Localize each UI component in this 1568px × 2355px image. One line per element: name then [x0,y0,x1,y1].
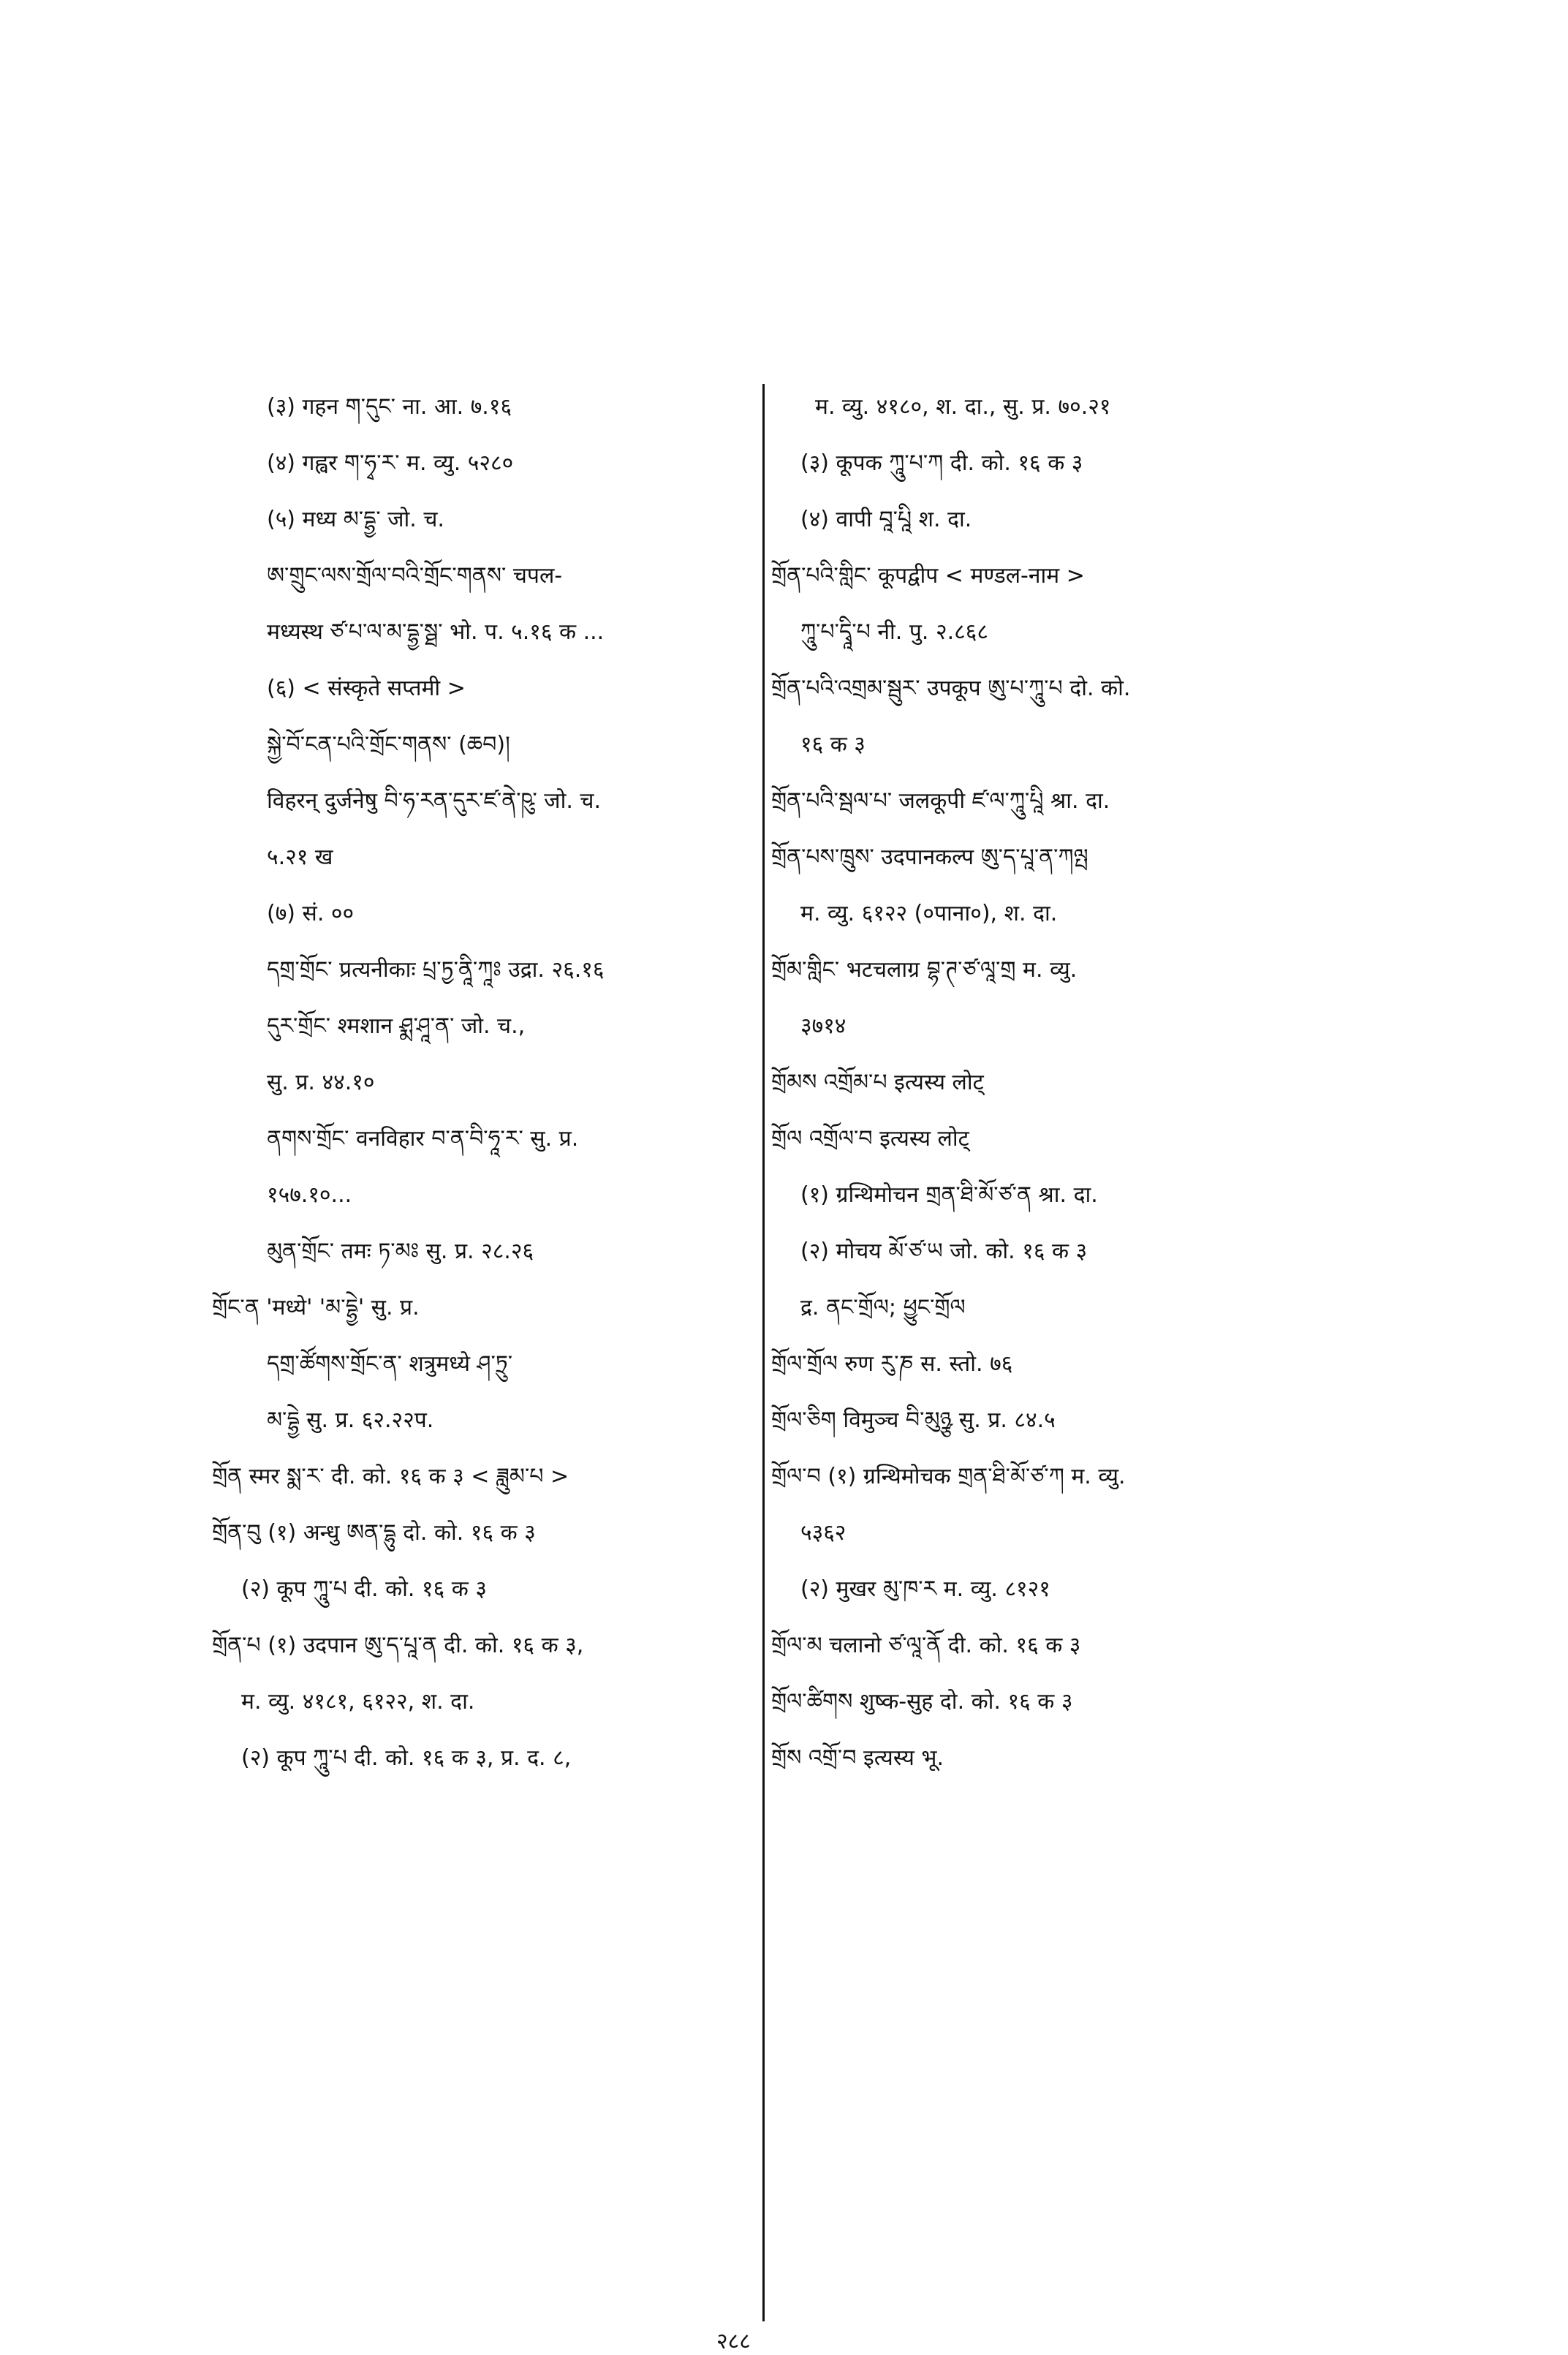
dictionary-line: གྲོང་ན 'मध्ये' 'མ་དྷྱེ' सु. प्र. [212,1295,420,1320]
dictionary-line: གྲོན་པ (१) उदपान ཨུ་ད་པཱ་ན दी. को. १६ क ३, [212,1633,584,1658]
left-column [212,379,760,1786]
dictionary-line: (७) सं. ०० [267,901,355,926]
dictionary-line: (२) कूप ཀཱུ་པ दी. को. १६ क ३ [241,1576,487,1602]
dictionary-line: དུར་གྲོང་ श्मशान ཤྨ་ཤཱ་ན་ जो. च., [267,1013,526,1039]
dictionary-line: དགྲ་གྲོང་ प्रत्यनीकाः པྲ་ཏྱ་ནཱི་ཀཱཿ उद्रा. २६.१६ [267,957,605,983]
dictionary-line: དགྲ་ཚོགས་གྲོང་ན་ शत्रुमध्ये ཤ་ཏྲུ་ [267,1351,513,1377]
dictionary-line: म. व्यु. ४१८१, ६१२२, श. दा. [241,1689,475,1715]
dictionary-line: གྲོལ་ཚིགས शुष्क-सुह दो. को. १६ क ३ [771,1689,1073,1715]
dictionary-line: १५७.१०... [267,1182,352,1208]
dictionary-line: མ་དྷྱེ सु. प्र. ६२.२२प. [267,1407,434,1433]
page-number: २८८ [716,2329,751,2354]
dictionary-line: གྲོན་པའི་སྦལ་པ་ जलकूपी ཛ་ལ་ཀཱུ་པཱི श्रा. दा. [771,788,1110,814]
dictionary-line: གྲོན་བུ (१) अन्धु ཨན་དྷུ दो. को. १६ क ३ [212,1520,536,1546]
dictionary-line: (२) मोचय མོ་ཙ་ཡ जो. को. १६ क ३ [800,1239,1088,1264]
dictionary-line: ཨ་གྲུང་ལས་གྲོལ་བའི་གྲོང་གནས་ चपल- [267,563,563,589]
dictionary-line: མུན་གྲོང་ तमः ཏ་མཿ सु. प्र. २८.२६ [267,1239,534,1264]
dictionary-line: (६) < संस्कृते सप्तमी > [267,676,466,701]
dictionary-line: (२) कूप ཀཱུ་པ दी. को. १६ क ३, प्र. द. ८, [241,1745,572,1771]
dictionary-line: གྲོན स्मर སྨ་ར་ दी. को. १६ क ३ < ཟླུམ་པ > [212,1464,569,1489]
dictionary-line: གྲོས འགྲོ་བ इत्यस्य भू. [771,1745,944,1771]
dictionary-line: ३७१४ [800,1013,847,1039]
dictionary-line: གྲོམ་གླིང་ भटचलाग्र བྷ་ཊ་ཙ་ལཱ་གྲ म. व्यु. [771,957,1077,983]
dictionary-line: གྲོལ་ཅིག विमुञ्च བི་མུཉྩ सु. प्र. ८४.५ [771,1407,1056,1433]
dictionary-line: द्र. ནང་གྲོལ; ཕྱུང་གྲོལ [800,1295,966,1320]
dictionary-line: (४) गह्वर ག་ཧྭ་ར་ म. व्यु. ५२८० [267,450,514,476]
dictionary-line: གྲོན་པས་ཁྲུས་ उदपानकल्प ཨུ་ད་པཱ་ན་ཀལྤ [771,844,1088,870]
dictionary-line: ཀཱུ་པ་དྭཱི་པ नी. पु. २.८६८ [800,619,988,645]
column-divider [762,384,765,2321]
dictionary-line: (४) वापी བཱ་པཱི श. दा. [800,507,972,532]
dictionary-line: (३) कूपक ཀཱུ་པ་ཀ दी. को. १६ क ३ [800,450,1083,476]
dictionary-line: विहरन् दुर्जनेषु བི་ཧ་རན་དུར་ཛ་ནེ་ཥུ་ जो. च. [267,788,601,814]
dictionary-line: གྲོན་པའི་གླིང་ कूपद्वीप < मण्डल-नाम > [771,563,1085,589]
dictionary-line: ५.२१ ख [267,844,333,870]
dictionary-line: སྐྱེ་བོ་ངན་པའི་གྲོང་གནས་ (ཆབ)། [267,732,510,757]
dictionary-line: ५३६२ [800,1520,847,1546]
dictionary-line: (२) मुखर མུ་ཁ་ར म. व्यु. ८१२१ [800,1576,1050,1602]
dictionary-line: གྲོལ་བ (१) ग्रन्थिमोचक གྲན་ཐི་མོ་ཙ་ཀ म. व्यु. [771,1464,1126,1489]
dictionary-line: གྲོལ འགྲོལ་བ इत्यस्य लोट् [771,1126,969,1152]
right-column [771,379,1327,1786]
dictionary-line: གྲོན་པའི་འགྲམ་སྦུར་ उपकूप ཨུ་པ་ཀཱུ་པ दो. को. [771,676,1131,701]
dictionary-line: གྲོམས འགྲོམ་པ इत्यस्य लोट् [771,1070,984,1095]
dictionary-line: ནགས་གྲོང་ वनविहार བ་ན་བི་ཧཱ་ར་ सु. प्र. [267,1126,579,1152]
dictionary-line: གྲོལ་གྲོལ रुण རུ་ཎ स. स्तो. ७६ [771,1351,1013,1377]
dictionary-line: म. व्यु. ६१२२ (०पाना०), श. दा. [800,901,1058,926]
dictionary-line: सु. प्र. ४४.१० [267,1070,375,1095]
dictionary-line: १६ क ३ [800,732,866,757]
dictionary-line: (१) ग्रन्थिमोचन གྲན་ཐི་མོ་ཙ་ན श्रा. दा. [800,1182,1098,1208]
dictionary-line: གྲོལ་མ चलानो ཙ་ལཱ་ནོ दी. को. १६ क ३ [771,1633,1081,1658]
dictionary-line: (३) गहन ག་དུང་ ना. आ. ७.१६ [267,394,512,420]
dictionary-line: (५) मध्य མ་དྷྱ་ जो. च. [267,507,444,532]
dictionary-line: म. व्यु. ४१८०, श. दा., सु. प्र. ७०.२१ [815,394,1111,420]
dictionary-line: मध्यस्थ ཙ་པ་ལ་མ་དྷྱ་སྠ་ भो. प. ५.१६ क ... [267,619,605,645]
